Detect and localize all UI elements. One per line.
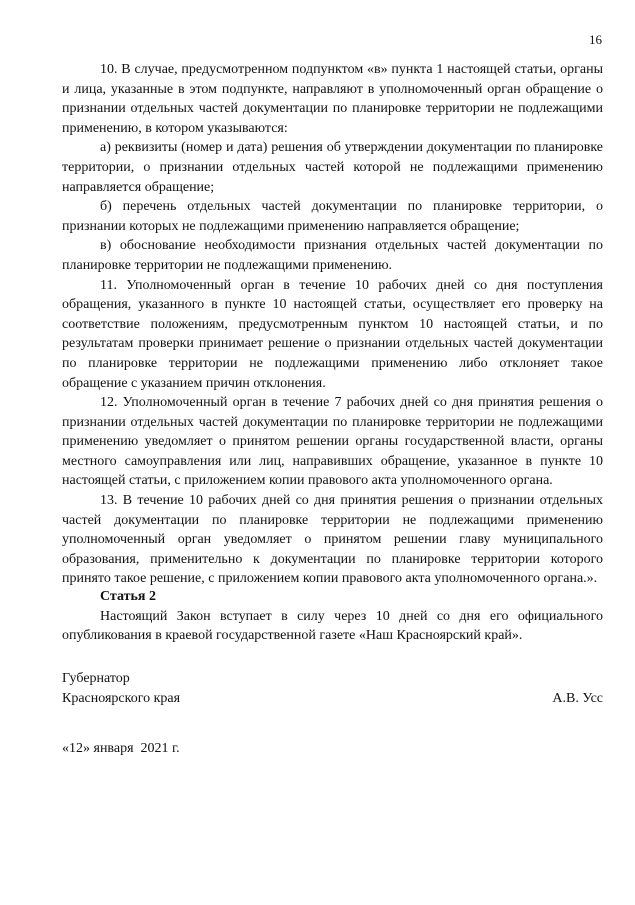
signature-block	[62, 669, 603, 708]
article-text: Настоящий Закон вступает в силу через 10 дней со дня его официального опубликования в краевой государственной газете «Наш Красноярский край».	[62, 608, 603, 644]
paragraph-11: 11. Уполномоченный орган в течение 10 рабочих дней со дня поступления обращения, указанного в пункте 10 настоящей статьи, осуществляет его проверку на соответствие положениям, предусмотренным пунктом 10 настоящей статьи, и по результатам проверки принимает решение о признании отдельных частей документации по планировке территории не подлежащими применению либо отклоняет такое обращение с указанием причин отклонения.	[62, 277, 603, 391]
article-2	[62, 587, 603, 646]
signer-position-line2: Красноярского края	[62, 690, 181, 706]
paragraph-12: 12. Уполномоченный орган в течение 7 рабочих дней со дня принятия решения о признании отдельных частей документации по планировке территории не подлежащими применению уведомляет о принятом решении органы государственной власти, органы местного самоуправления или лиц, направивших обращение, указанное в пункте 10 настоящей статьи, с приложением копии правового акта уполномоченного органа.	[62, 395, 603, 489]
law-text-body	[62, 60, 603, 589]
paragraph-10: 10. В случае, предусмотренном подпунктом «в» пункта 1 настоящей статьи, органы и лица, указанные в этом подпункте, направляют в уполномоченный орган обращение о признании отдельных частей документации по планировке территории не подлежащими применению, в котором указываются:	[62, 62, 603, 136]
document-date: «12» января 2021 г.	[62, 741, 180, 756]
page-number: 16	[589, 32, 602, 47]
subparagraph-v: в) обоснование необходимости признания отдельных частей документации по планировке территории не подлежащими применению.	[62, 238, 603, 273]
article-title: Статья 2	[100, 589, 156, 604]
signer-position-line1: Губернатор	[62, 671, 130, 686]
signer-name: А.В. Усс	[552, 690, 603, 706]
paragraph-13: 13. В течение 10 рабочих дней со дня принятия решения о признании отдельных частей документации по планировке территории не подлежащими применению уполномоченный орган уведомляет о принятом решении главу муниципального образования, применительно к документации по планировке территории которого принято такое решение, с приложением копии правового акта уполномоченного органа.».	[62, 493, 603, 587]
subparagraph-a: а) реквизиты (номер и дата) решения об утверждении документации по планировке территории, о признании отдельных частей которой не подлежащими применению направляется обращение;	[62, 140, 603, 195]
subparagraph-b: б) перечень отдельных частей документации по планировке территории, о признании которых не подлежащими применению направляется обращение;	[62, 199, 603, 234]
